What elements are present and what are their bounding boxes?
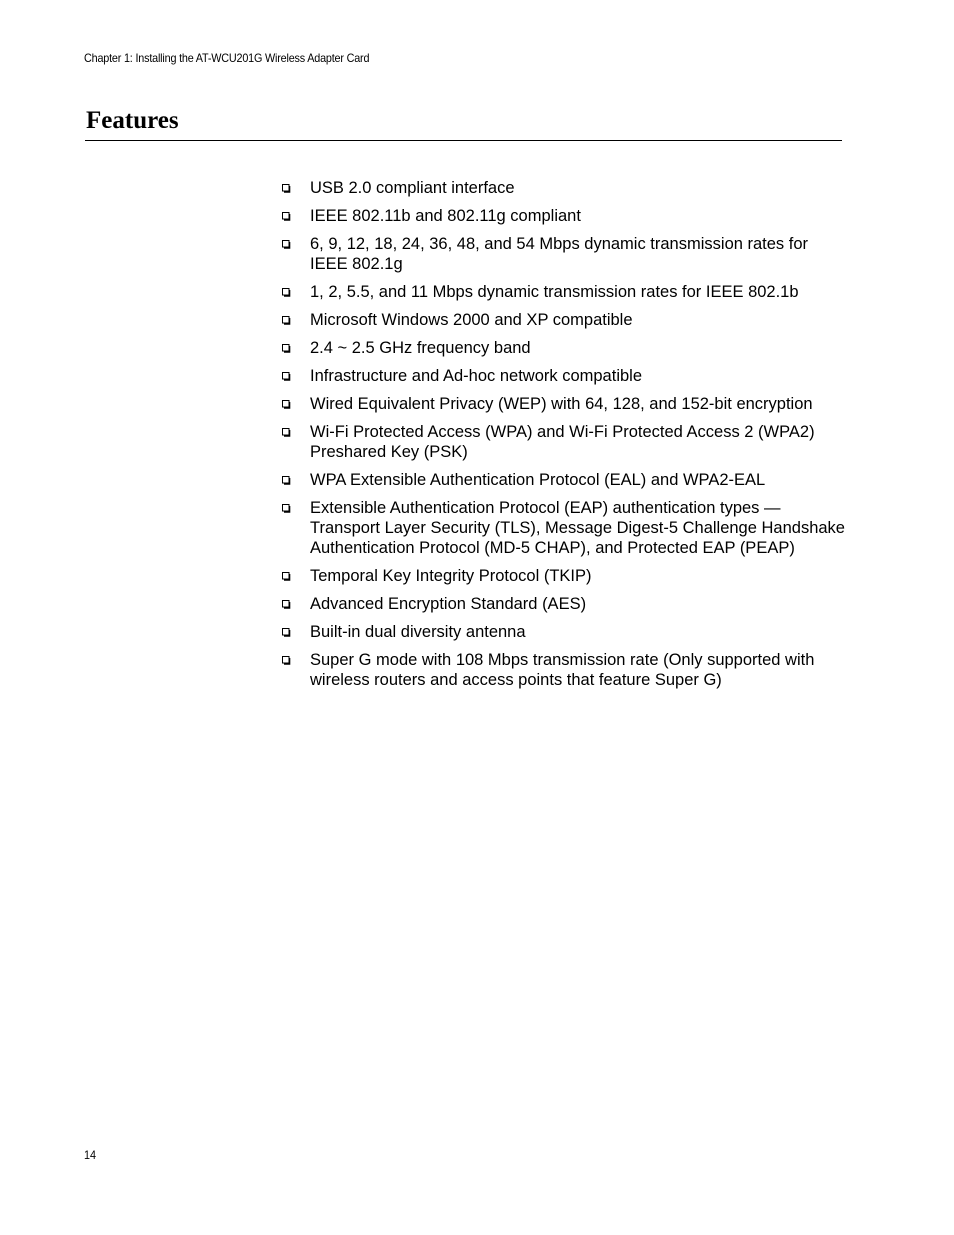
feature-text: Infrastructure and Ad-hoc network compatible <box>310 367 643 385</box>
square-bullet-icon <box>282 212 291 221</box>
square-bullet-icon <box>282 184 291 193</box>
running-header: Chapter 1: Installing the AT-WCU201G Wireless Adapter Card <box>84 51 370 65</box>
square-bullet-icon <box>282 476 291 485</box>
feature-text: Wired Equivalent Privacy (WEP) with 64, 128, and 152-bit encryption <box>310 395 813 413</box>
square-bullet-icon <box>282 428 291 437</box>
feature-list-item <box>280 310 845 330</box>
feature-list-item <box>280 594 845 614</box>
feature-text: IEEE 802.11b and 802.11g compliant <box>310 207 581 225</box>
feature-list-item <box>280 394 845 414</box>
section-title: Features <box>86 107 179 134</box>
feature-text: Super G mode with 108 Mbps transmission rate (Only supported with wireless routers and access points that feature Super G) <box>310 651 815 689</box>
square-bullet-icon <box>282 600 291 609</box>
feature-list-item <box>280 338 845 358</box>
feature-list-item <box>280 622 845 642</box>
feature-text: 6, 9, 12, 18, 24, 36, 48, and 54 Mbps dynamic transmission rates for IEEE 802.1g <box>310 235 809 273</box>
feature-list-item <box>280 650 845 690</box>
square-bullet-icon <box>282 628 291 637</box>
feature-text: USB 2.0 compliant interface <box>310 179 515 197</box>
square-bullet-icon <box>282 572 291 581</box>
square-bullet-icon <box>282 344 291 353</box>
square-bullet-icon <box>282 656 291 665</box>
feature-list-item <box>280 498 845 558</box>
feature-list-item <box>280 282 845 302</box>
square-bullet-icon <box>282 240 291 249</box>
feature-text: Wi-Fi Protected Access (WPA) and Wi-Fi Protected Access 2 (WPA2) Preshared Key (PSK) <box>310 423 815 461</box>
title-rule <box>85 140 842 141</box>
feature-list-item <box>280 178 845 198</box>
square-bullet-icon <box>282 504 291 513</box>
square-bullet-icon <box>282 316 291 325</box>
feature-text: Built-in dual diversity antenna <box>310 623 526 641</box>
feature-list-item <box>280 422 845 462</box>
feature-list-item <box>280 234 845 274</box>
feature-list-item <box>280 470 845 490</box>
square-bullet-icon <box>282 372 291 381</box>
feature-text: 2.4 ~ 2.5 GHz frequency band <box>310 339 531 357</box>
page-number: 14 <box>84 1148 97 1162</box>
feature-text: 1, 2, 5.5, and 11 Mbps dynamic transmission rates for IEEE 802.1b <box>310 283 799 301</box>
feature-list <box>280 178 845 698</box>
feature-list-item <box>280 206 845 226</box>
feature-text: Temporal Key Integrity Protocol (TKIP) <box>310 567 592 585</box>
feature-text: Advanced Encryption Standard (AES) <box>310 595 587 613</box>
feature-text: WPA Extensible Authentication Protocol (EAL) and WPA2-EAL <box>310 471 766 489</box>
feature-list-item <box>280 366 845 386</box>
feature-list-item <box>280 566 845 586</box>
feature-text: Microsoft Windows 2000 and XP compatible <box>310 311 633 329</box>
feature-text: Extensible Authentication Protocol (EAP) authentication types — Transport Layer Security (TLS), Message Digest-5 Challenge Handshake Authentication Protocol (MD-5 CHAP), and Protected EAP (PEAP) <box>310 499 845 557</box>
square-bullet-icon <box>282 288 291 297</box>
square-bullet-icon <box>282 400 291 409</box>
